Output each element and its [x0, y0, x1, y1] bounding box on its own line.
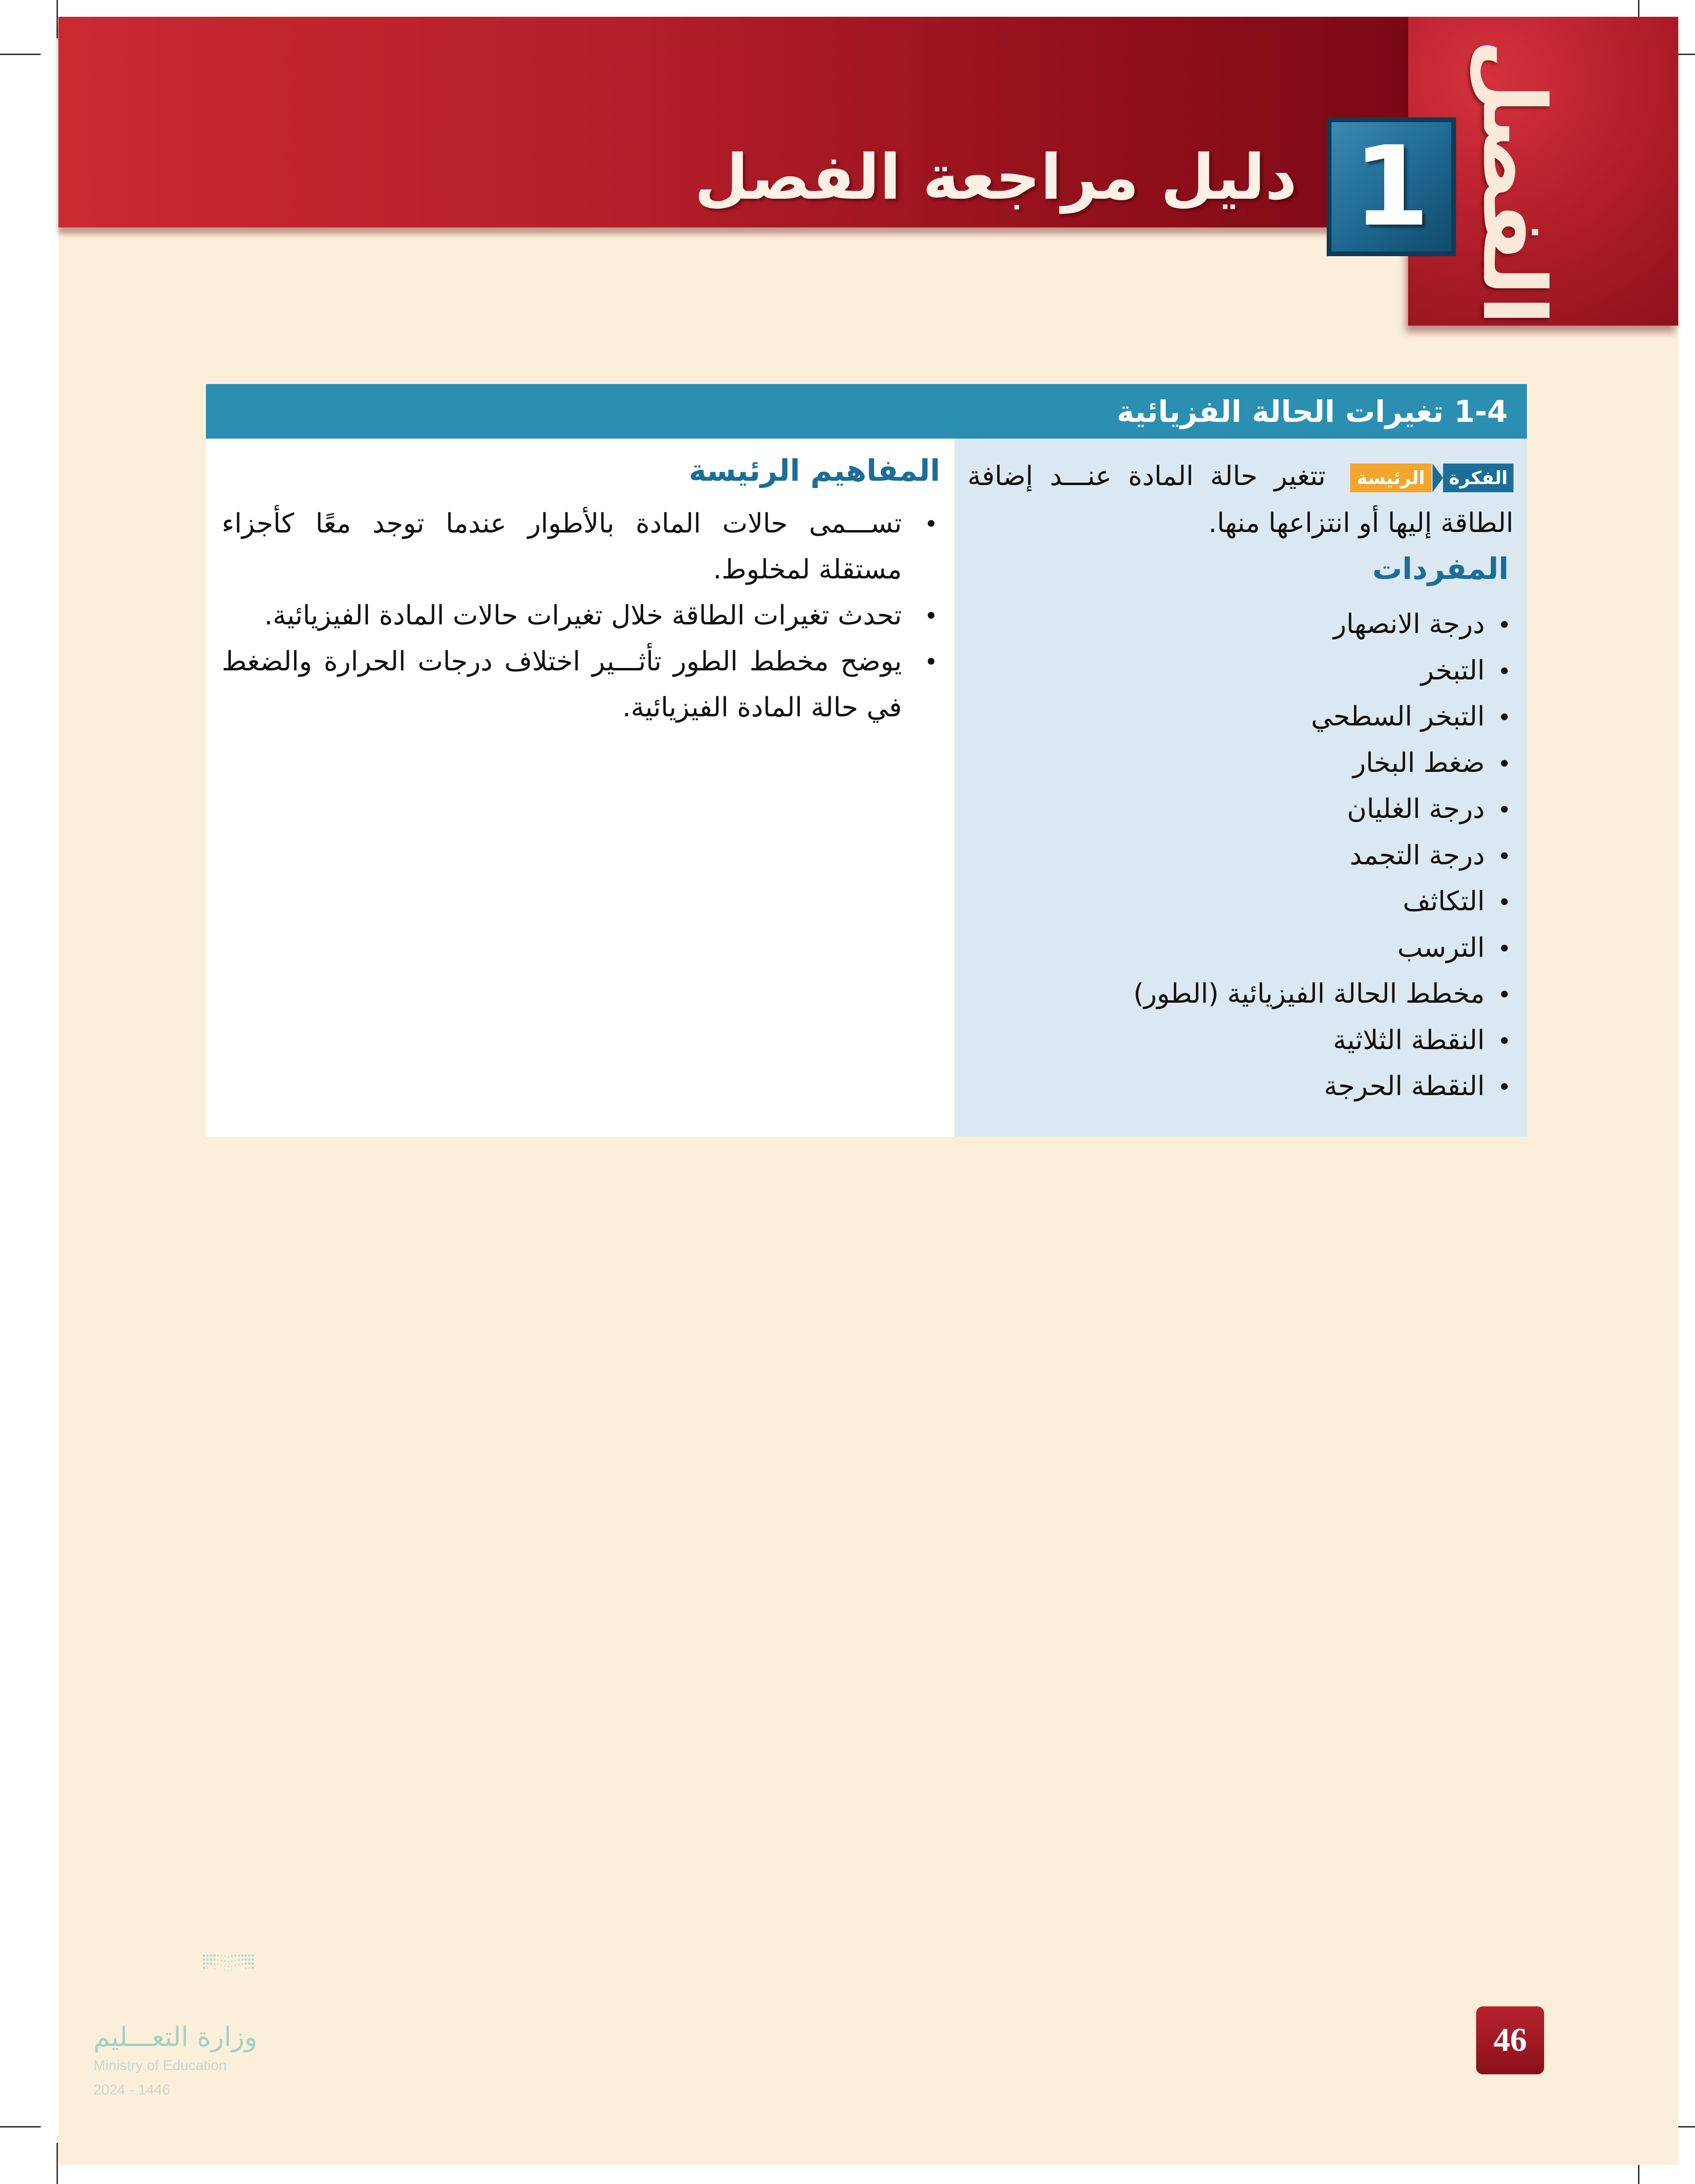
- list-item: [1133, 648, 1513, 694]
- list-item: [222, 639, 940, 731]
- vocab-term: مخطط الحالة الفيزيائية (الطور): [1133, 978, 1485, 1009]
- key-concepts-list: [222, 501, 940, 731]
- key-concepts-column: [206, 439, 955, 1137]
- bullet-icon: [1501, 760, 1508, 767]
- crop-mark: [57, 0, 58, 38]
- key-concepts-heading: المفاهيم الرئيسة: [689, 453, 940, 488]
- section-title: 1-4 تغيرات الحالة الفزيائية: [206, 384, 1527, 439]
- vocab-term: درجة الغليان: [1347, 793, 1485, 825]
- edition-year: 2024 - 1446: [93, 2082, 171, 2098]
- ministry-name-english: Ministry of Education: [93, 2058, 227, 2073]
- list-item: [1133, 1064, 1513, 1110]
- concept-text: تســـمى حالات المادة بالأطوار عندما توجد معًا كأجزاء مستقلة لمخلوط.: [222, 508, 902, 585]
- bullet-icon: [928, 658, 934, 665]
- bullet-icon: [1501, 991, 1508, 997]
- vocab-term: ضغط البخار: [1353, 747, 1485, 779]
- bullet-icon: [1501, 621, 1508, 628]
- chapter-number: 1: [1327, 117, 1456, 256]
- vocabulary-column: [955, 439, 1527, 1137]
- bullet-icon: [1501, 898, 1508, 905]
- crop-mark: [57, 2143, 58, 2184]
- big-idea-label: الفكرة: [1443, 464, 1513, 492]
- bullet-icon: [1501, 945, 1508, 951]
- vocab-term: الترسب: [1397, 932, 1485, 963]
- page-number: 46: [1476, 2006, 1544, 2074]
- list-item: [1133, 694, 1513, 740]
- bullet-icon: [1501, 806, 1508, 813]
- vocab-term: النقطة الحرجة: [1324, 1071, 1485, 1102]
- vocab-term: النقطة الثلاثية: [1332, 1024, 1485, 1056]
- big-idea-text: تتغير حالة المادة عنـــد إضافة الطاقة إليها أو انتزاعها منها.: [967, 461, 1513, 539]
- section-summary: [206, 384, 1527, 1137]
- vocab-term: التبخر السطحي: [1311, 701, 1485, 732]
- list-item: [1133, 601, 1513, 648]
- bullet-icon: [1501, 1083, 1508, 1090]
- bullet-icon: [928, 520, 934, 527]
- list-item: [222, 593, 940, 639]
- crop-mark: [0, 2126, 41, 2127]
- crop-mark: [0, 54, 41, 55]
- concept-text: تحدث تغيرات الطاقة خلال تغيرات حالات المادة الفيزيائية.: [264, 600, 902, 631]
- vocab-term: درجة التجمد: [1350, 839, 1485, 871]
- big-idea: [967, 453, 1513, 547]
- vocabulary-heading: المفردات: [1372, 551, 1509, 586]
- page-title: دليل مراجعة الفصل: [694, 141, 1297, 214]
- list-item: [1133, 786, 1513, 833]
- bullet-icon: [1501, 713, 1508, 720]
- bullet-icon: [1501, 668, 1508, 674]
- bullet-icon: [1501, 852, 1508, 859]
- list-item: [1133, 833, 1513, 879]
- big-idea-badge: [1350, 464, 1513, 492]
- vocab-term: التكاثف: [1402, 886, 1485, 917]
- list-item: [1133, 740, 1513, 787]
- list-item: [1133, 879, 1513, 925]
- list-item: [222, 501, 940, 593]
- concept-text: يوضح مخطط الطور تأثـــير اختلاف درجات الحرارة والضغط في حالة المادة الفيزيائية.: [222, 646, 902, 723]
- big-idea-label-main: الرئيسة: [1350, 464, 1432, 492]
- vocab-term: درجة الانصهار: [1333, 609, 1485, 640]
- ministry-logo-icon: [93, 1951, 342, 2009]
- bullet-icon: [928, 612, 934, 619]
- vocabulary-list: [1133, 601, 1513, 1110]
- vocab-term: التبخر: [1421, 655, 1485, 686]
- list-item: [1133, 971, 1513, 1018]
- chevron-left-icon: [1433, 464, 1443, 492]
- bullet-icon: [1501, 1037, 1508, 1044]
- list-item: [1133, 925, 1513, 972]
- list-item: [1133, 1018, 1513, 1064]
- chapter-label: الفصل: [1463, 39, 1564, 325]
- ministry-name-arabic: وزارة التعـــليم: [93, 2022, 258, 2053]
